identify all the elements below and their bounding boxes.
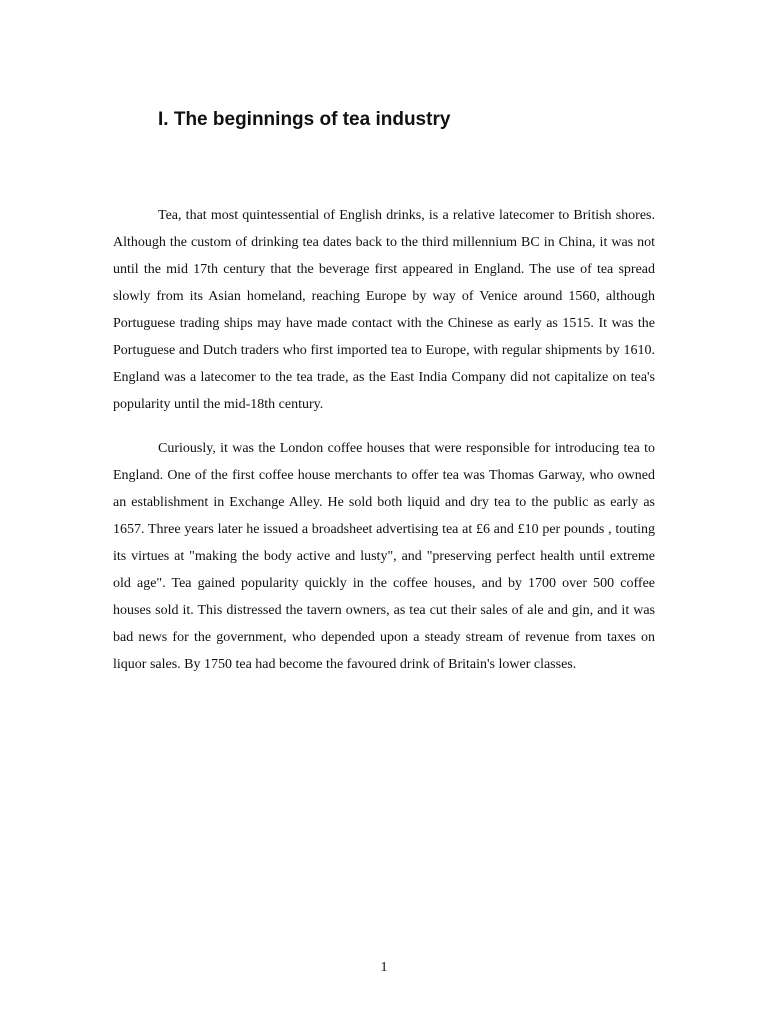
body-text — [113, 202, 655, 695]
paragraph-1: Tea, that most quintessential of English drinks, is a relative latecomer to British shores. Although the custom of drinking tea dates back to the third millennium BC in China, it was not until the mid 17th century that the beverage first appeared in England. The use of tea spread slowly from its Asian homeland, reaching Europe by way of Venice around 1560, although Portuguese trading ships may have made contact with the Chinese as early as 1515. It was the Portuguese and Dutch traders who first imported tea to Europe, with regular shipments by 1610. England was a latecomer to the tea trade, as the East India Company did not capitalize on tea's popularity until the mid-18th century. — [113, 208, 655, 412]
paragraph-2: Curiously, it was the London coffee houses that were responsible for introducing tea to England. One of the first coffee house merchants to offer tea was Thomas Garway, who owned an establishment in Exchange Alley. He sold both liquid and dry tea to the public as early as 1657. Three years later he issued a broadsheet advertising tea at £6 and £10 per pounds , touting its virtues at "making the body active and lusty", and "preserving perfect health until extreme old age". Tea gained popularity quickly in the coffee houses, and by 1700 over 500 coffee houses sold it. This distressed the tavern owners, as tea cut their sales of ale and gin, and it was bad news for the government, who depended upon a steady stream of revenue from taxes on liquor sales. By 1750 tea had become the favoured drink of Britain's lower classes. — [113, 441, 655, 672]
section-title: I. The beginnings of tea industry — [158, 109, 451, 130]
page-number: 1 — [380, 960, 388, 975]
